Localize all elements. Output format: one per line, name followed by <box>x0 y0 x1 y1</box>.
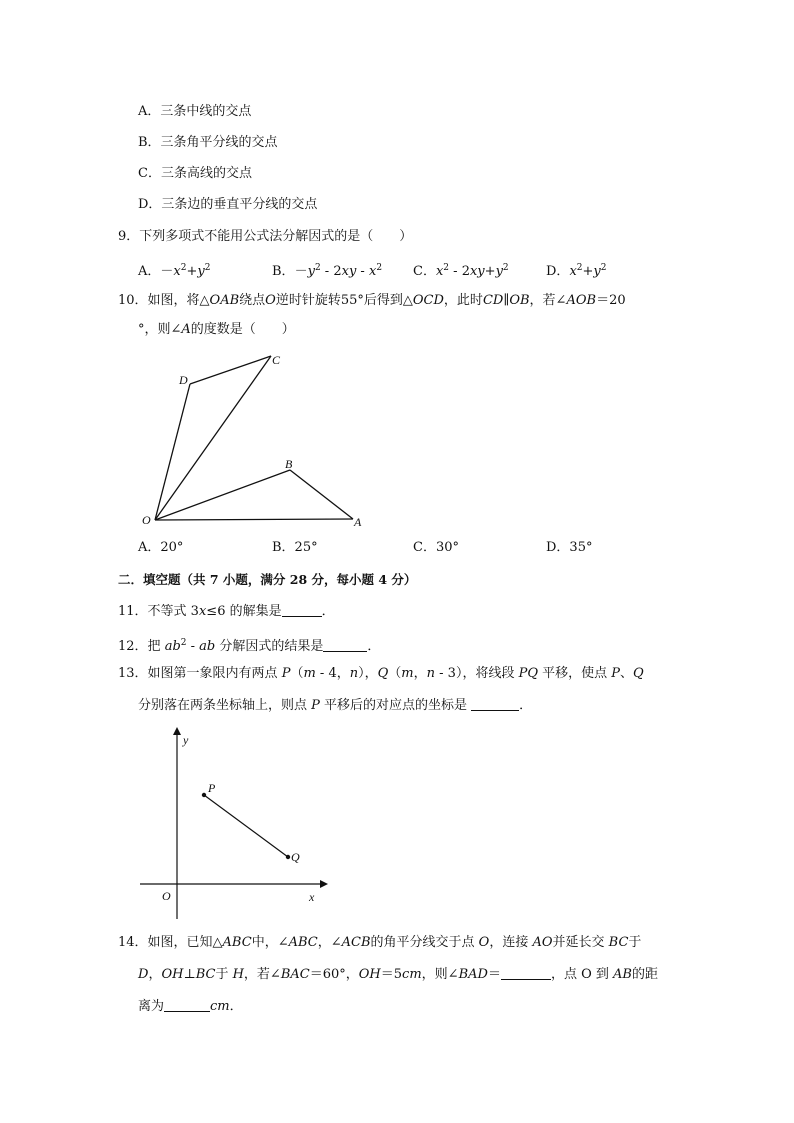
segment-dc <box>190 356 271 384</box>
q14-line2: D，OH⊥BC于 H，若∠BAC＝60°，OH＝5cm，则∠BAD＝ ，点 O 到 AB的距 <box>138 967 658 982</box>
segment-ba <box>290 470 353 519</box>
q13-figure <box>140 727 330 923</box>
label-c: C <box>272 353 281 367</box>
q10-stem-line1: 10．如图，将△OAB绕点O逆时针旋转55°后得到△OCD，此时CD∥OB，若∠AOB＝20 <box>118 293 626 308</box>
q13-line1: 13．如图第一象限内有两点 P（m - 4，n），Q（m，n - 3），将线段 PQ 平移，使点 P、Q <box>118 666 644 681</box>
label-a: A <box>354 515 362 529</box>
q8-option-a: A．三条中线的交点 <box>138 104 252 119</box>
q10-stem-line2: °，则∠A的度数是（ ） <box>138 322 295 337</box>
q9-option-b: B．$-y^2 - 2xy - x^2$ <box>272 263 383 279</box>
point-q <box>286 855 290 859</box>
q10-option-d: D．35° <box>546 540 593 555</box>
q14-angle-answer-blank[interactable] <box>501 966 551 980</box>
q11: 11．不等式 3x≤6 的解集是 ． <box>118 604 335 619</box>
q12-answer-blank[interactable] <box>323 638 367 652</box>
label-x: x <box>309 890 315 904</box>
q8-option-b: B．三条角平分线的交点 <box>138 135 278 150</box>
q10-figure <box>138 348 370 532</box>
q8-option-d: D．三条边的垂直平分线的交点 <box>138 197 318 212</box>
label-o: O <box>162 889 171 903</box>
segment-od <box>155 384 190 520</box>
label-q: Q <box>291 850 300 864</box>
section-heading: 二．填空题（共 7 小题，满分 28 分，每小题 4 分） <box>118 572 417 587</box>
x-axis-arrow <box>320 880 328 888</box>
segment-oc <box>155 356 271 520</box>
q9-option-a: A．$-x^2+y^2$ <box>138 263 211 279</box>
q10-option-b: B．25° <box>272 540 318 555</box>
q9-stem: 9．下列多项式不能用公式法分解因式的是（ ） <box>118 229 413 244</box>
label-y: y <box>183 733 189 747</box>
segment-pq <box>204 795 288 857</box>
q9-option-d: D．$x^2+y^2$ <box>546 263 607 279</box>
q10-option-a: A．20° <box>138 540 184 555</box>
label-b: B <box>285 457 293 471</box>
label-o: O <box>142 513 151 527</box>
label-p: P <box>208 781 216 795</box>
segment-ob <box>155 470 290 520</box>
q14-line3: 离为 cm． <box>138 999 243 1014</box>
point-p <box>202 793 206 797</box>
q14-distance-answer-blank[interactable] <box>164 998 210 1012</box>
label-d: D <box>179 373 188 387</box>
q9-option-c: C．$x^2 - 2xy+y^2$ <box>413 263 509 279</box>
q11-answer-blank[interactable] <box>282 603 322 617</box>
q13-line2: 分别落在两条坐标轴上，则点 P 平移后的对应点的坐标是 ． <box>138 698 533 713</box>
y-axis-arrow <box>173 727 181 735</box>
q14-line1: 14．如图，已知△ABC中，∠ABC，∠ACB的角平分线交于点 O，连接 AO并延长交 BC于 <box>118 935 642 950</box>
q8-option-c: C．三条高线的交点 <box>138 166 252 181</box>
q12: 12．把 $ab^2$ - ab 分解因式的结果是 ． <box>118 638 381 654</box>
segment-oa <box>155 519 353 520</box>
q10-option-c: C．30° <box>413 540 459 555</box>
q13-answer-blank[interactable] <box>471 697 519 711</box>
